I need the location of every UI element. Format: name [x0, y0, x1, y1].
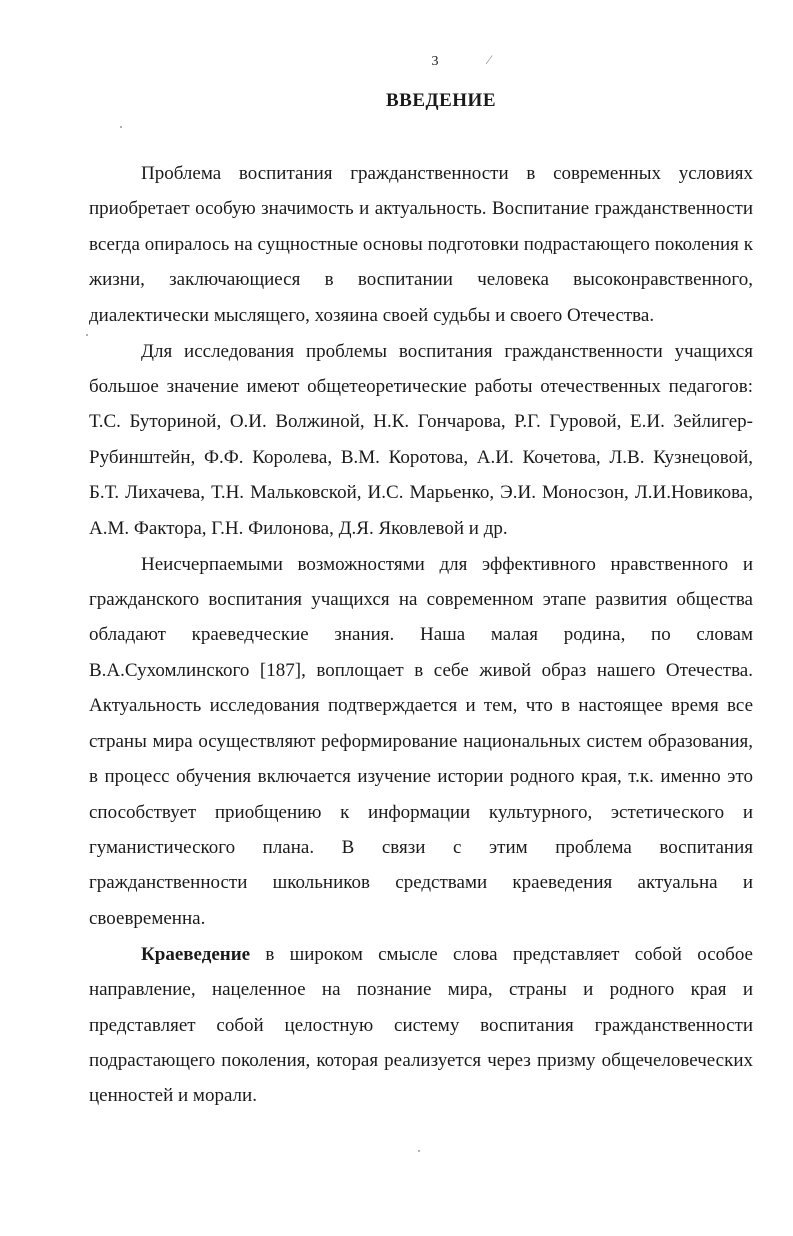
body-text — [89, 156, 753, 1114]
scan-speck — [418, 1150, 420, 1152]
section-title: ВВЕДЕНИЕ — [386, 90, 496, 111]
paragraph-2: Для исследования проблемы воспитания гражданственности учащихся большое значение имеют общетеоретические работы отечественных педагогов: Т.С. Буториной, О.И. Волжиной, Н.К. Гончарова, Р.Г. Гуровой, Е.И. Зейлигер-Рубинштейн, Ф.Ф. Королева, В.М. Коротова, А.И. Кочетова, Л.В. Кузнецовой, Б.Т. Лихачева, Т.Н. Мальковской, И.С. Марьенко, Э.И. Моносзон, Л.И.Новикова, А.М. Фактора, Г.Н. Филонова, Д.Я. Яковлевой и др. — [89, 340, 753, 539]
margin-mark: ⁄ — [488, 52, 491, 67]
paragraph-4-text: в широком смысле слова представляет собой особое направление, нацеленное на познание мира, страны и родного края и представляет собой целостную систему воспитания гражданственности подрастающего поколения, которая реализуется через призму общечеловеческих ценностей и морали. — [89, 943, 753, 1107]
paragraph-3: Неисчерпаемыми возможностями для эффективного нравственного и гражданского воспитания учащихся на современном этапе развития общества обладают краеведческие знания. Наша малая родина, по словам В.А.Сухомлинского [187], воплощает в себе живой образ нашего Отечества. Актуальность исследования подтверждается и тем, что в настоящее время все страны мира осуществляют реформирование национальных систем образования, в процесс обучения включается изучение истории родного края, т.к. именно это способствует приобщению к информации культурного, эстетического и гуманистического плана. В связи с этим проблема воспитания гражданственности школьников средствами краеведения актуальна и своевременна. — [89, 553, 753, 929]
paragraph-1: Проблема воспитания гражданственности в современных условиях приобретает особую значимость и актуальность. Воспитание гражданственности всегда опиралось на сущностные основы подготовки подрастающего поколения к жизни, заключающиеся в воспитании человека высоконравственного, диалектически мыслящего, хозяина своей судьбы и своего Отечества. — [89, 163, 753, 326]
paragraph-4-lead-term: Краеведение — [141, 943, 251, 965]
page-number: 3 — [431, 54, 439, 69]
paragraph-4 — [89, 937, 753, 1114]
scan-speck — [86, 334, 88, 336]
scan-speck — [120, 126, 122, 128]
